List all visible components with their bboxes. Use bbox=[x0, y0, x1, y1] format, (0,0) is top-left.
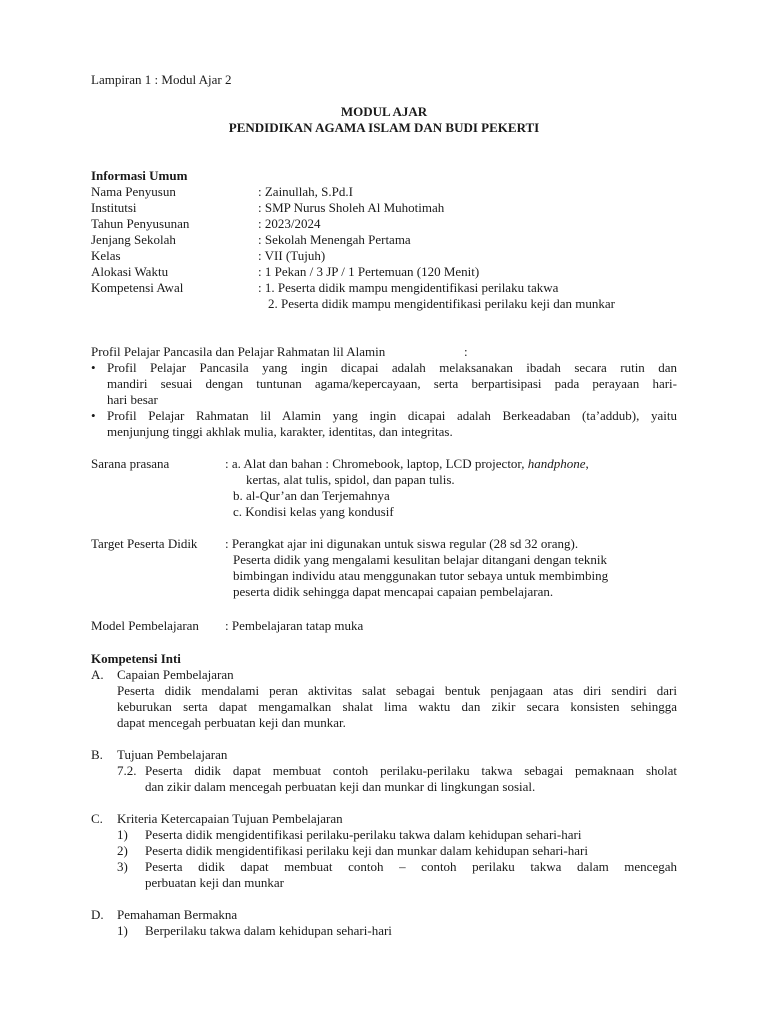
sarana-a-suffix: , bbox=[585, 456, 589, 471]
target-line: peserta didik sehingga dapat mencapai capaian pembelajaran. bbox=[233, 584, 554, 599]
list-item: Peserta didik mengidentifikasi perilaku-perilaku takwa dalam kehidupan sehari-hari bbox=[145, 827, 582, 842]
bullet-icon: • bbox=[91, 408, 96, 423]
section-b-text-line: Peserta didik dapat membuat contoh perilaku-perilaku takwa sebagai pemaknaan sholat bbox=[145, 763, 677, 778]
list-number: 1) bbox=[117, 827, 128, 842]
lampiran-label: Lampiran 1 : Modul Ajar 2 bbox=[91, 72, 232, 87]
sarana-item-c: c. Kondisi kelas yang kondusif bbox=[233, 504, 394, 519]
info-value: : 1 Pekan / 3 JP / 1 Pertemuan (120 Menit) bbox=[258, 264, 480, 279]
info-value: : Sekolah Menengah Pertama bbox=[258, 232, 411, 247]
section-c-marker: C. bbox=[91, 811, 103, 826]
section-a-text-line: dapat mencegah perbuatan keji dan munkar. bbox=[117, 715, 346, 730]
info-label: Institutsi bbox=[91, 200, 137, 215]
profil-bullet-1-line: hari besar bbox=[107, 392, 158, 407]
section-d-marker: D. bbox=[91, 907, 104, 922]
sarana-a-text: : a. Alat dan bahan : Chromebook, laptop, LCD projector, bbox=[225, 456, 528, 471]
list-item: Peserta didik mengidentifikasi perilaku keji dan munkar dalam kehidupan sehari-hari bbox=[145, 843, 588, 858]
sarana-item-a-continued: kertas, alat tulis, spidol, dan papan tulis. bbox=[246, 472, 455, 487]
sarana-item-b: b. al-Qur’an dan Terjemahnya bbox=[233, 488, 390, 503]
section-b-title: Tujuan Pembelajaran bbox=[117, 747, 228, 762]
section-d-title: Pemahaman Bermakna bbox=[117, 907, 238, 922]
info-label: Tahun Penyusunan bbox=[91, 216, 190, 231]
section-a-marker: A. bbox=[91, 667, 104, 682]
info-value: : VII (Tujuh) bbox=[258, 248, 326, 263]
info-label: Alokasi Waktu bbox=[91, 264, 169, 279]
document-title: MODUL AJAR bbox=[340, 104, 428, 119]
section-a-title: Capaian Pembelajaran bbox=[117, 667, 234, 682]
sarana-a-italic: handphone bbox=[527, 456, 586, 471]
target-line: Peserta didik yang mengalami kesulitan belajar ditangani dengan teknik bbox=[233, 552, 607, 567]
model-value: : Pembelajaran tatap muka bbox=[225, 618, 364, 633]
document-subtitle: PENDIDIKAN AGAMA ISLAM DAN BUDI PEKERTI bbox=[228, 120, 540, 135]
info-value: : 2023/2024 bbox=[258, 216, 321, 231]
section-a-text-line: keburukan serta dapat mengamalkan shalat lima waktu dan zikir secara konsisten sehingga bbox=[117, 699, 677, 714]
profil-bullet-2-line: Profil Pelajar Rahmatan lil Alamin yang ingin dicapai adalah Berkeadaban (ta’addub), yaitu bbox=[107, 408, 677, 423]
info-heading: Informasi Umum bbox=[91, 168, 188, 183]
bullet-icon: • bbox=[91, 360, 96, 375]
list-item-continued: perbuatan keji dan munkar bbox=[145, 875, 284, 890]
info-label: Jenjang Sekolah bbox=[91, 232, 176, 247]
profil-bullet-1-line: mandiri sesuai dengan tuntunan agama/kepercayaan, serta berpartisipasi pada perayaan hari- bbox=[107, 376, 677, 391]
info-label: Nama Penyusun bbox=[91, 184, 176, 199]
info-label: Kompetensi Awal bbox=[91, 280, 184, 295]
info-value-continued: 2. Peserta didik mampu mengidentifikasi perilaku keji dan munkar bbox=[268, 296, 615, 311]
sarana-label: Sarana prasana bbox=[91, 456, 170, 471]
section-c-title: Kriteria Ketercapaian Tujuan Pembelajaran bbox=[117, 811, 343, 826]
target-label: Target Peserta Didik bbox=[91, 536, 198, 551]
profil-colon: : bbox=[464, 344, 468, 359]
list-item: Berperilaku takwa dalam kehidupan sehari-hari bbox=[145, 923, 392, 938]
list-number: 2) bbox=[117, 843, 128, 858]
target-line: : Perangkat ajar ini digunakan untuk siswa regular (28 sd 32 orang). bbox=[225, 536, 579, 551]
info-label: Kelas bbox=[91, 248, 121, 263]
section-b-marker: B. bbox=[91, 747, 103, 762]
model-label: Model Pembelajaran bbox=[91, 618, 199, 633]
info-value: : SMP Nurus Sholeh Al Muhotimah bbox=[258, 200, 445, 215]
kompetensi-inti-heading: Kompetensi Inti bbox=[91, 651, 181, 666]
profil-bullet-2-line: menjunjung tinggi akhlak mulia, karakter, identitas, dan integritas. bbox=[107, 424, 453, 439]
section-b-number: 7.2. bbox=[117, 763, 137, 778]
section-a-text-line: Peserta didik mendalami peran aktivitas salat sebagai bentuk penjagaan atas diri sendiri dari bbox=[117, 683, 677, 698]
profil-heading: Profil Pelajar Pancasila dan Pelajar Rahmatan lil Alamin bbox=[91, 344, 386, 359]
list-number: 1) bbox=[117, 923, 128, 938]
list-number: 3) bbox=[117, 859, 128, 874]
list-item: Peserta didik dapat membuat contoh – contoh perilaku takwa dalam mencegah bbox=[145, 859, 677, 874]
target-line: bimbingan individu atau menggunakan tutor sebaya untuk membimbing bbox=[233, 568, 609, 583]
profil-bullet-1-line: Profil Pelajar Pancasila yang ingin dicapai adalah melaksanakan ibadah secara rutin dan bbox=[107, 360, 677, 375]
section-b-text-line: dan zikir dalam mencegah perbuatan keji dan munkar di lingkungan sosial. bbox=[145, 779, 536, 794]
info-value: : 1. Peserta didik mampu mengidentifikasi perilaku takwa bbox=[258, 280, 559, 295]
sarana-item-a bbox=[225, 456, 589, 472]
info-value: : Zainullah, S.Pd.I bbox=[258, 184, 353, 199]
